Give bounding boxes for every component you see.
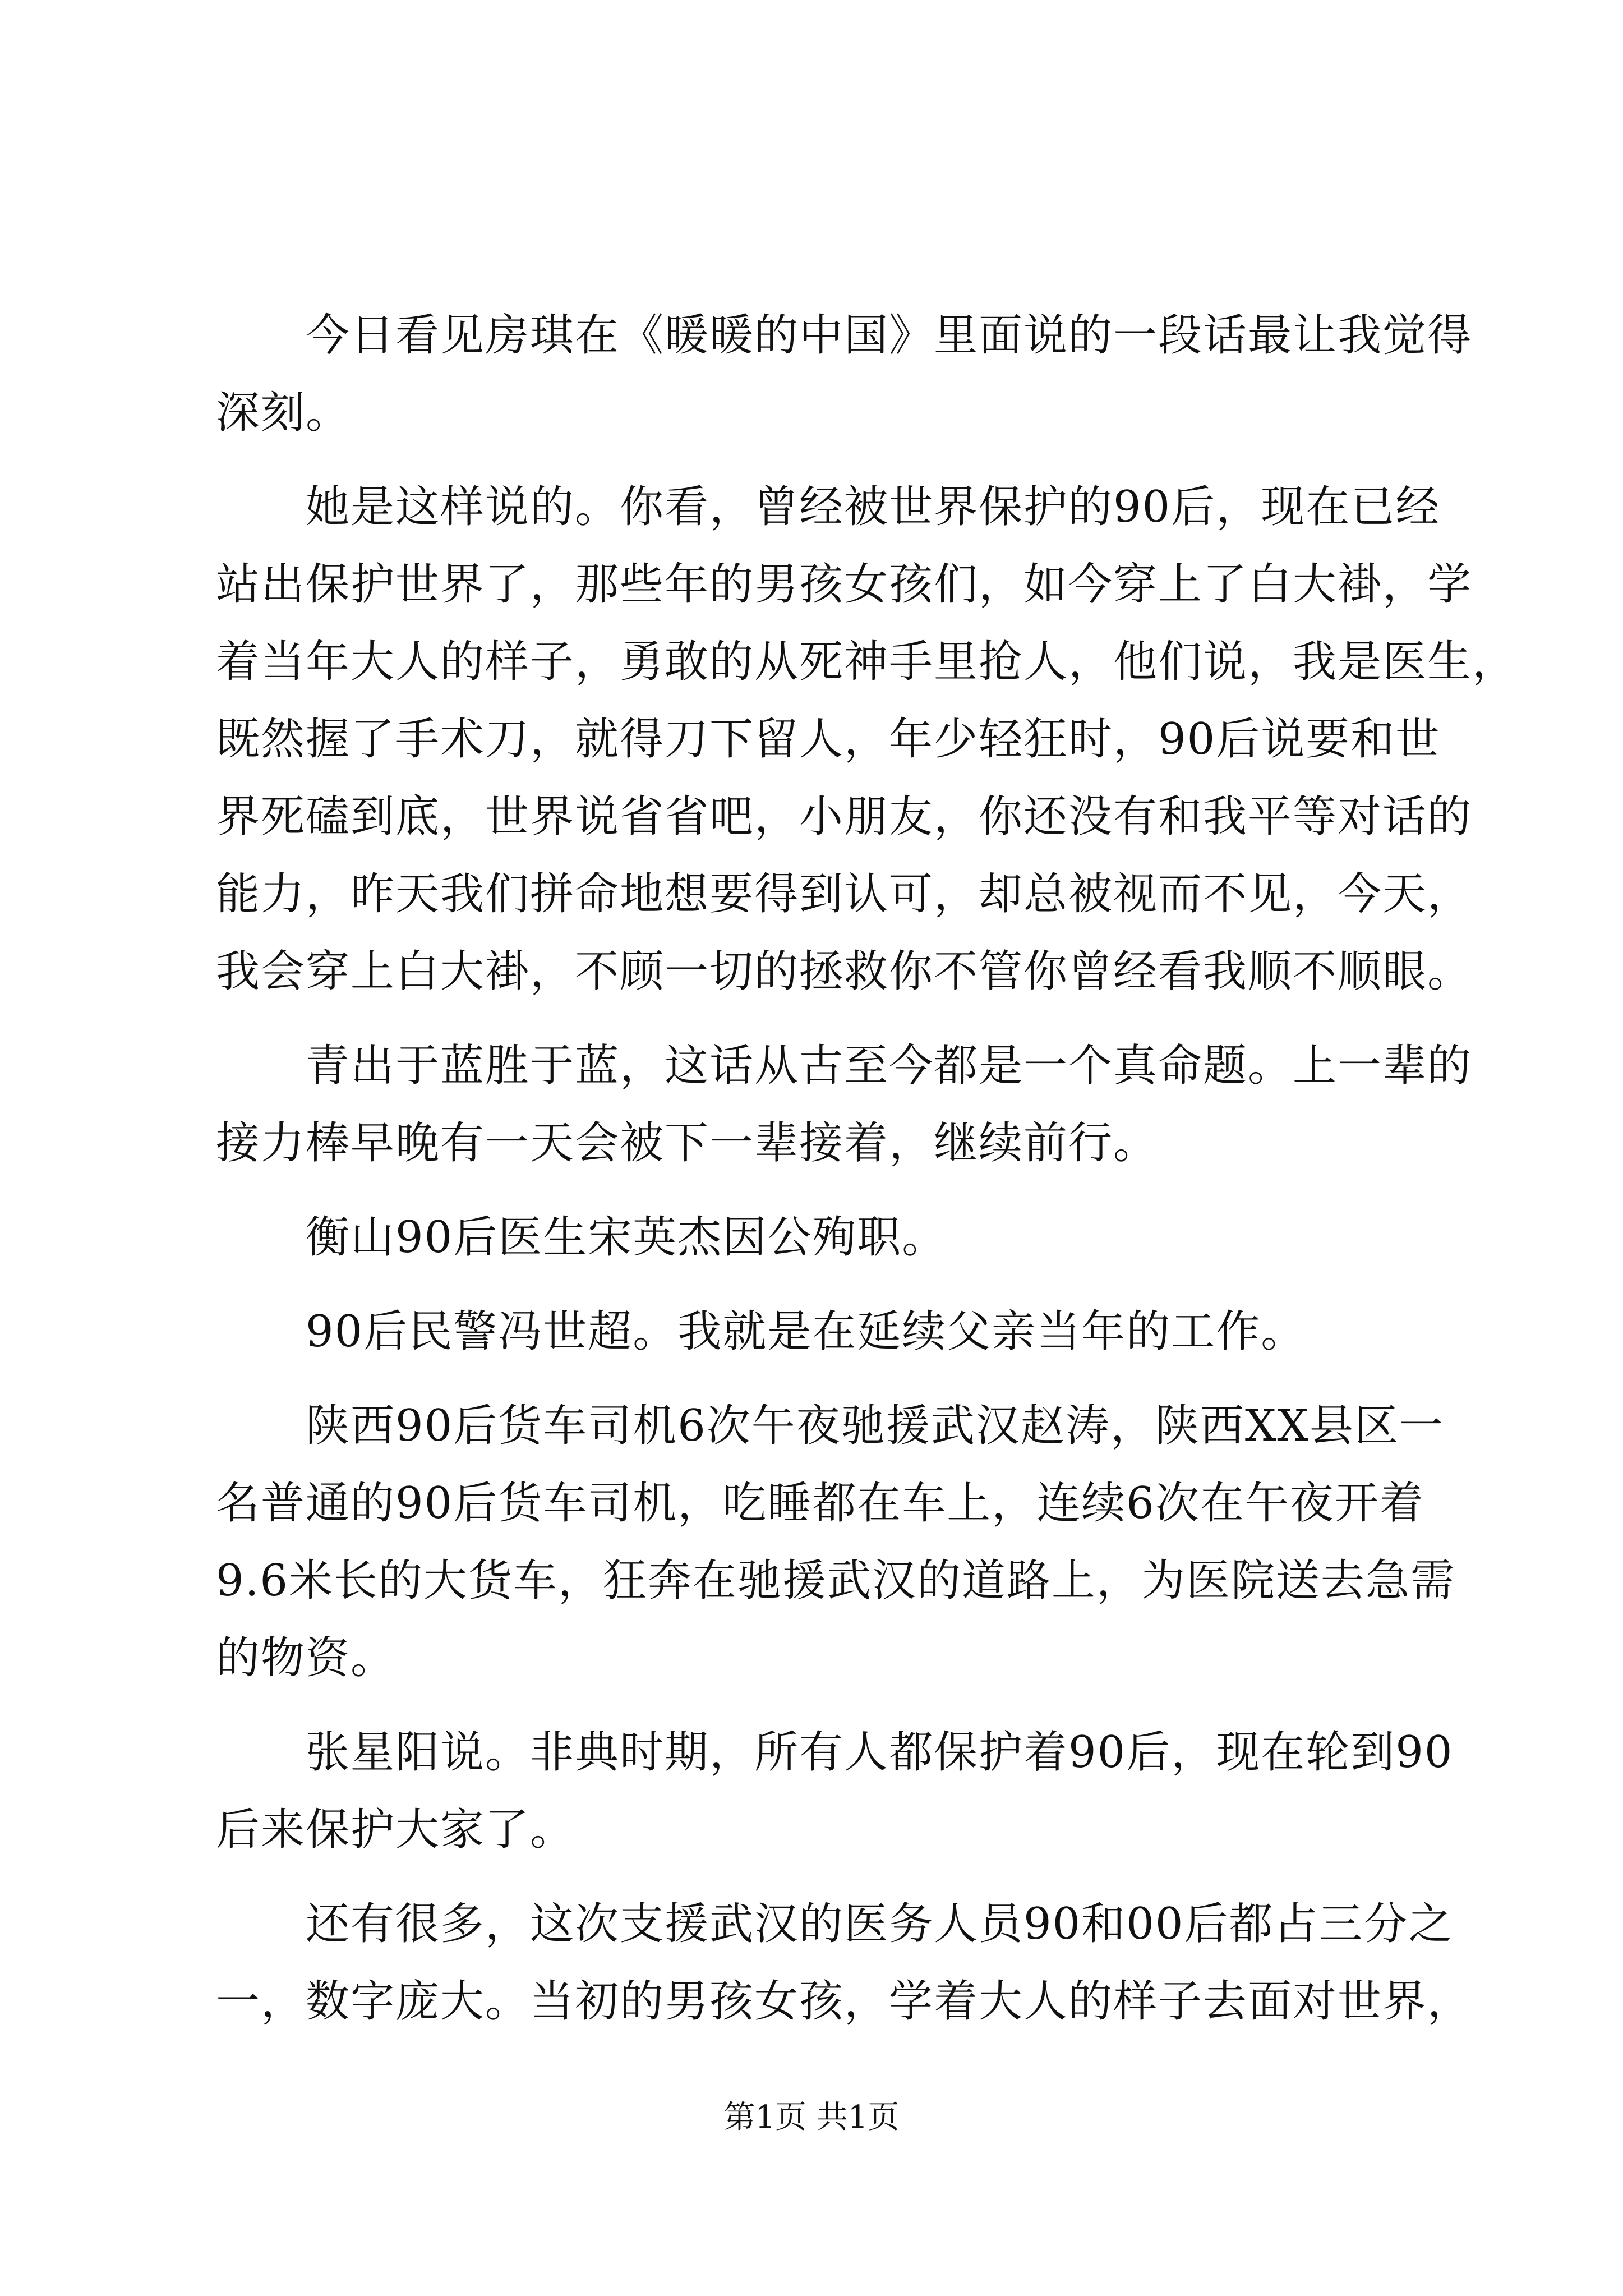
text-line: 能力，昨天我们拼命地想要得到认可，却总被视而不见，今天， [216, 869, 1473, 919]
text-line: 深刻。 [216, 388, 351, 438]
page-footer: 第1页 共1页 [723, 2099, 900, 2136]
text-line: 站出保护世界了，那些年的男孩女孩们，如今穿上了白大褂，学 [216, 559, 1473, 610]
text-line: 界死磕到底，世界说省省吧，小朋友，你还没有和我平等对话的 [216, 792, 1473, 842]
text-line: 既然握了手术刀，就得刀下留人，年少轻狂时，90后说要和世 [216, 714, 1441, 765]
text-line: 张星阳说。非典时期，所有人都保护着90后，现在轮到90 [306, 1727, 1454, 1778]
text-line: 的物资。 [216, 1633, 396, 1683]
text-line: 名普通的90后货车司机，吃睡都在车上，连续6次在午夜开着 [216, 1478, 1424, 1529]
text-line: 陕西90后货车司机6次午夜驰援武汉赵涛，陕西XX县区一 [306, 1401, 1444, 1451]
text-line: 她是这样说的。你看，曾经被世界保护的90后，现在已经 [306, 482, 1441, 532]
text-line: 9.6米长的大货车，狂奔在驰援武汉的道路上，为医院送去急需 [216, 1556, 1456, 1606]
text-line: 90后民警冯世超。我就是在延续父亲当年的工作。 [306, 1306, 1306, 1357]
text-line: 还有很多，这次支援武汉的医务人员90和00后都占三分之 [306, 1899, 1454, 1949]
text-line: 青出于蓝胜于蓝，这话从古至今都是一个真命题。上一辈的 [306, 1041, 1473, 1091]
text-line: 着当年大人的样子，勇敢的从死神手里抢人，他们说，我是医生， [216, 637, 1518, 687]
text-line: 后来保护大家了。 [216, 1805, 575, 1855]
text-line: 今日看见房琪在《暖暖的中国》里面说的一段话最让我觉得 [306, 310, 1473, 361]
text-line: 我会穿上白大褂，不顾一切的拯救你不管你曾经看我顺不顺眼。 [216, 946, 1473, 997]
text-line: 衡山90后医生宋英杰因公殉职。 [306, 1212, 947, 1263]
text-line: 接力棒早晚有一天会被下一辈接着，继续前行。 [216, 1118, 1159, 1168]
text-line: 一，数字庞大。当初的男孩女孩，学着大人的样子去面对世界， [216, 1976, 1473, 2027]
